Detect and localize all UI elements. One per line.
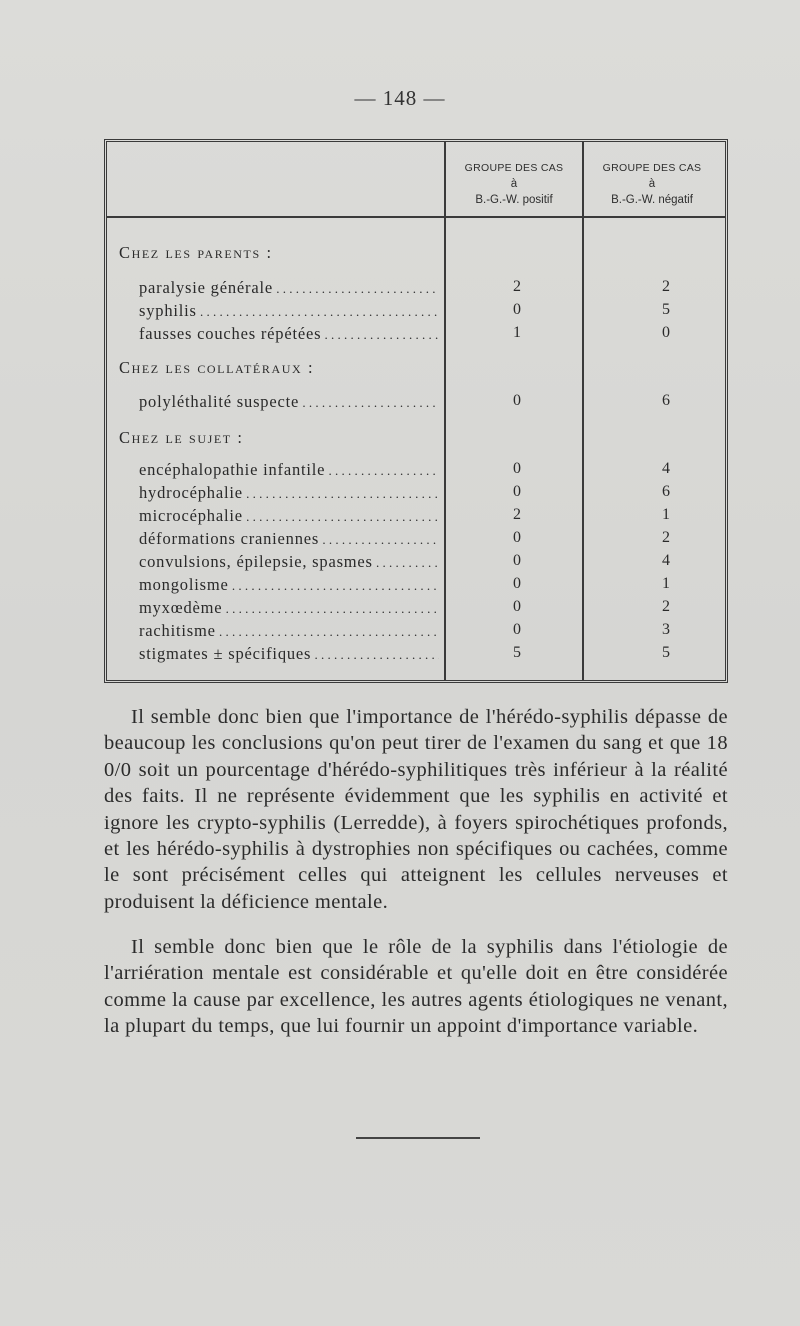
row-label: stigmates ± spécifiques . . . xyxy=(139,644,439,664)
row-label: myxœdème . . . xyxy=(139,598,439,618)
value-positive: 0 xyxy=(513,301,521,318)
value-positive: 0 xyxy=(513,598,521,615)
table-row xyxy=(107,301,725,324)
table-row xyxy=(107,644,725,667)
value-positive: 5 xyxy=(513,644,521,661)
row-label: convulsions, épilepsie, spasmes . . . xyxy=(139,552,439,572)
table-row xyxy=(107,392,725,415)
value-negative: 2 xyxy=(662,529,670,546)
end-rule xyxy=(356,1137,480,1139)
table-row xyxy=(107,529,725,552)
row-label: déformations craniennes . . . xyxy=(139,529,439,549)
table-row xyxy=(107,506,725,529)
data-table xyxy=(104,139,728,683)
row-label: microcéphalie . . . xyxy=(139,506,439,526)
value-positive: 2 xyxy=(513,278,521,295)
row-label: fausses couches répétées . . . xyxy=(139,324,439,344)
body-paragraph-1: Il semble donc bien que l'importance de l'hérédo-syphilis dépasse de beaucoup les conclusions qu'on peut tirer de l'examen du sang et que 18 0/0 soit un pourcentage d'hérédo-syphilitiques très inférieur à la réalité des faits. Il ne représente évidemment que les syphilis en activité et ignore les crypto-syphilis (Lerredde), à foyers spirochétiques profonds, et les hérédo-syphilis à dystrophies non spécifiques ou cachées, comme le sont précisément celles qui atteignent les cellules nerveuses et produisent la déficience mentale. xyxy=(104,706,728,913)
section-title-subject: Chez le sujet : xyxy=(119,428,244,447)
value-negative: 6 xyxy=(662,483,670,500)
value-positive: 0 xyxy=(513,460,521,477)
table-row xyxy=(107,575,725,598)
value-negative: 3 xyxy=(662,621,670,638)
header-rule xyxy=(107,216,725,218)
value-positive: 0 xyxy=(513,552,521,569)
value-positive: 0 xyxy=(513,621,521,638)
value-negative: 0 xyxy=(662,324,670,341)
table-row xyxy=(107,278,725,301)
value-negative: 4 xyxy=(662,460,670,477)
column-header-negative: GROUPE DES CAS à B.-G.-W. négatif xyxy=(602,162,702,206)
value-negative: 2 xyxy=(662,598,670,615)
value-positive: 0 xyxy=(513,529,521,546)
value-negative: 2 xyxy=(662,278,670,295)
body-paragraph-2: Il semble donc bien que le rôle de la syphilis dans l'étiologie de l'arriération mentale est considérable et qu'elle doit en être considérée comme la cause par excellence, les autres agents étiologiques ne venant, la plupart du temps, que lui fournir un appoint d'importance variable. xyxy=(104,936,728,1038)
row-label: mongolisme . . . xyxy=(139,575,439,595)
row-label: encéphalopathie infantile . . . xyxy=(139,460,439,480)
column-header-positive: GROUPE DES CAS à B.-G.-W. positif xyxy=(464,162,564,206)
row-label: syphilis . . . xyxy=(139,301,439,321)
table-row xyxy=(107,460,725,483)
value-negative: 1 xyxy=(662,506,670,523)
table-row xyxy=(107,483,725,506)
row-label: hydrocéphalie . . . xyxy=(139,483,439,503)
page-number: — 148 — xyxy=(354,86,446,110)
value-positive: 2 xyxy=(513,506,521,523)
table-row xyxy=(107,324,725,347)
value-negative: 4 xyxy=(662,552,670,569)
table-row xyxy=(107,621,725,644)
value-negative: 5 xyxy=(662,644,670,661)
row-label: polyléthalité suspecte . . . xyxy=(139,392,439,412)
row-label: paralysie générale . . . xyxy=(139,278,439,298)
value-positive: 0 xyxy=(513,483,521,500)
value-positive: 0 xyxy=(513,575,521,592)
value-positive: 1 xyxy=(513,324,521,341)
table-row xyxy=(107,598,725,621)
value-negative: 6 xyxy=(662,392,670,409)
section-title-collaterals: Chez les collatéraux : xyxy=(119,358,315,377)
value-positive: 0 xyxy=(513,392,521,409)
section-title-parents: Chez les parents : xyxy=(119,243,273,262)
table-row xyxy=(107,552,725,575)
value-negative: 1 xyxy=(662,575,670,592)
row-label: rachitisme . . . xyxy=(139,621,439,641)
value-negative: 5 xyxy=(662,301,670,318)
